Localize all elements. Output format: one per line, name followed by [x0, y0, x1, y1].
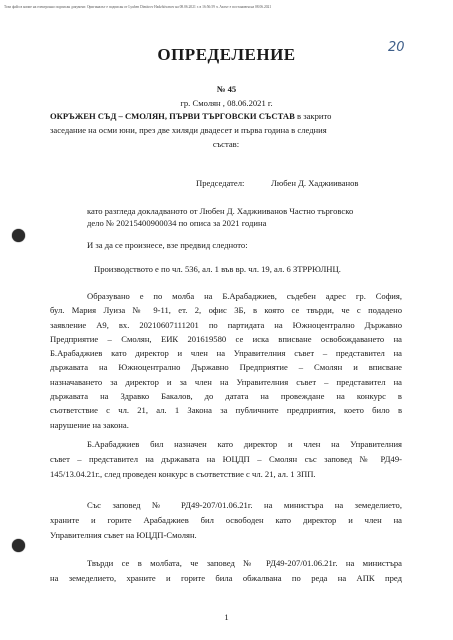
paragraph-line: Управителния съвет на ЮЦДП-Смолян.	[50, 530, 197, 540]
paragraph-petition	[50, 289, 402, 432]
date-place-line: гр. Смолян , 08.06.2021 г.	[180, 98, 273, 108]
paragraph-line: държавата на Здравко Бакалов, до датата на провеждане на конкурс в	[50, 391, 402, 402]
paragraph-line: съответствие с чл. 21, ал. 1 Закона за публичните предприятия, което било в	[50, 405, 402, 416]
handwritten-page-mark: 20	[388, 40, 405, 55]
paragraph-line: Образувано е по молба на Б.Арабаджиев, съдебен адрес гр. София,	[87, 291, 402, 301]
e-signature-note: Този файл в копие на електронно подписан документ. Оригиналът е подписан от Lyuben Dimitrov Hadzhiivanov на 08.06.2021 г. в 16:56:59 ч. Актът е постановен на 08.06.2021	[4, 5, 272, 9]
session-line: заседание на осми юни, през две хиляди двадесет и първа година в следния	[50, 125, 327, 135]
paragraph-line: заявление А9, вх. 20210607111201 по партидата на Южноцентрално Държавно	[50, 319, 402, 330]
paragraph-line: Б.Арабаджиев като директор и член на Управителния съвет – представител на	[50, 348, 402, 359]
paragraph-line: на земеделието, храните и горите била обжалвана по реда на АПК пред	[50, 573, 402, 583]
paragraph-line: съвет – представител на държавата на ЮЦДП – Смолян със заповед № РД49-	[50, 454, 402, 464]
paragraph-line: държавата на Южноцентрално Държавно Предприятие – Смолян и вписване	[50, 362, 402, 373]
paragraph-line: храните и горите Арабаджиев бил освободен като директор и член на	[50, 515, 402, 525]
document-number: № 45	[216, 84, 237, 94]
paragraph-appeal	[50, 556, 402, 586]
paragraph-line: 145/13.04.21г., след проведен конкурс в съответствие с чл. 21, ал. 1 ЗПП.	[50, 469, 316, 479]
court-name: ОКРЪЖЕН СЪД – СМОЛЯН, ПЪРВИ ТЪРГОВСКИ СЪСТАВ	[50, 111, 295, 121]
court-line	[50, 111, 402, 122]
case-number-line: дело № 20215400900034 по описа за 2021 година	[87, 218, 267, 228]
case-line: като разгледа докладваното от Любен Д. Хаджииванов Частно търговско	[87, 206, 354, 216]
paragraph-dismissal	[50, 498, 402, 543]
chair-label: Председател:	[196, 178, 245, 188]
punch-hole-icon	[12, 539, 25, 552]
court-line-rest: в закрито	[294, 111, 332, 121]
session-line-end: състав:	[212, 139, 240, 149]
intro-line: И за да се произнесе, взе предвид следното:	[87, 240, 248, 250]
punch-hole-icon	[12, 229, 25, 242]
paragraph-line: нарушение на закона.	[50, 419, 129, 430]
document-title: ОПРЕДЕЛЕНИЕ	[157, 45, 296, 64]
page-number: 1	[224, 612, 229, 622]
paragraph-line: бул. Мария Луиза № 9-11, ет. 2, офис 3Б, в която се твърди, че с подадено	[50, 305, 402, 316]
paragraph-appointment	[50, 437, 402, 482]
paragraph-line: Със заповед № РД49-207/01.06.21г. на министъра на земеделието,	[87, 500, 402, 510]
paragraph-line: Предприятие – Смолян, ЕИК 201619580 се иска вписване освобождаването на	[50, 333, 402, 344]
paragraph-line: назначаването за директор и за член на Управителния съвет – представител на	[50, 376, 402, 387]
chair-name: Любен Д. Хаджииванов	[271, 178, 359, 188]
proceeding-line: Производството е по чл. 536, ал. 1 във вр. чл. 19, ал. 6 ЗТРРЮЛНЦ.	[94, 264, 341, 274]
paragraph-line: Б.Арабаджиев бил назначен като директор и член на Управителния	[87, 439, 402, 449]
paragraph-line: Твърди се в молбата, че заповед № РД49-207/01.06.21г. на министъра	[87, 558, 402, 568]
